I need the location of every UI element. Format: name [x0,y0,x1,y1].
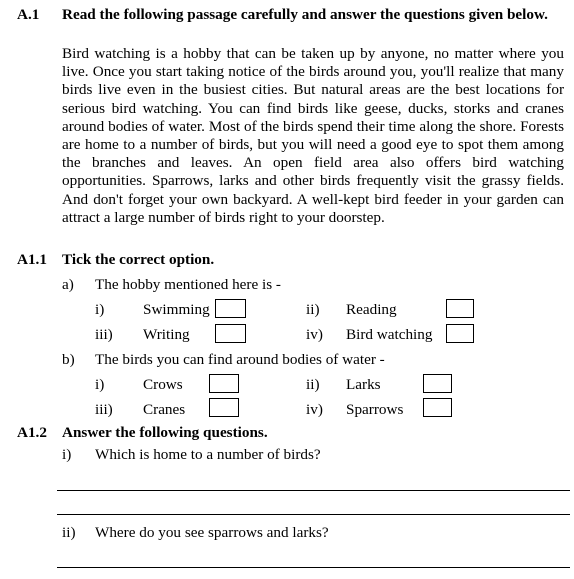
option-text-cranes: Cranes [143,401,186,418]
answer-line[interactable] [57,567,570,568]
reading-passage: Bird watching is a hobby that can be taken up by anyone, no matter where you live. Once you start taking notice of the birds around you, you'll realize that many birds live even in the busiest cities. But natural areas are the best locations for serious bird watching. You can find birds like geese, ducks, storks and cranes around bodies of water. Most of the birds spend their time along the shore. Forests are home to a number of birds, but you will need a good eye to spot them among the branches and leaves. An open field area also offers bird watching opportunities. Sparrows, larks and other birds frequently visit the grassy fields. And don't forget your own backyard. A well-kept bird feeder in your garden can attract a large number of birds right to your doorstep. [62,45,564,226]
option-number: iii) [95,326,113,343]
section-number-a1-1: A1.1 [17,251,47,268]
answer-line[interactable] [57,514,570,515]
option-text-swimming: Swimming [143,301,210,318]
section-number-a1-2: A1.2 [17,424,47,441]
option-checkbox-reading[interactable] [446,299,474,318]
option-number: iv) [306,401,323,418]
question-label-a: a) [62,276,74,293]
question-text-ii: Where do you see sparrows and larks? [95,524,329,541]
option-checkbox-swimming[interactable] [215,299,246,318]
option-text-sparrows: Sparrows [346,401,404,418]
passage-instruction: Read the following passage carefully and answer the questions given below. [62,6,548,23]
section-number-a1: A.1 [17,6,40,23]
question-text-b: The birds you can find around bodies of water - [95,351,385,368]
option-text-reading: Reading [346,301,397,318]
option-number: ii) [306,301,320,318]
question-label-b: b) [62,351,75,368]
option-text-bird-watching: Bird watching [346,326,433,343]
option-checkbox-crows[interactable] [209,374,239,393]
section-heading-a1-2: Answer the following questions. [62,424,268,441]
option-number: iii) [95,401,113,418]
option-checkbox-cranes[interactable] [209,398,239,417]
question-text-i: Which is home to a number of birds? [95,446,321,463]
option-number: iv) [306,326,323,343]
answer-line[interactable] [57,490,570,491]
option-number: ii) [306,376,320,393]
option-number: i) [95,301,105,318]
option-checkbox-bird-watching[interactable] [446,324,474,343]
question-label-ii: ii) [62,524,76,541]
option-text-larks: Larks [346,376,381,393]
option-number: i) [95,376,105,393]
section-heading-a1-1: Tick the correct option. [62,251,215,268]
option-checkbox-writing[interactable] [215,324,246,343]
option-text-writing: Writing [143,326,190,343]
option-checkbox-sparrows[interactable] [423,398,452,417]
question-text-a: The hobby mentioned here is - [95,276,281,293]
option-text-crows: Crows [143,376,183,393]
option-checkbox-larks[interactable] [423,374,452,393]
question-label-i: i) [62,446,72,463]
